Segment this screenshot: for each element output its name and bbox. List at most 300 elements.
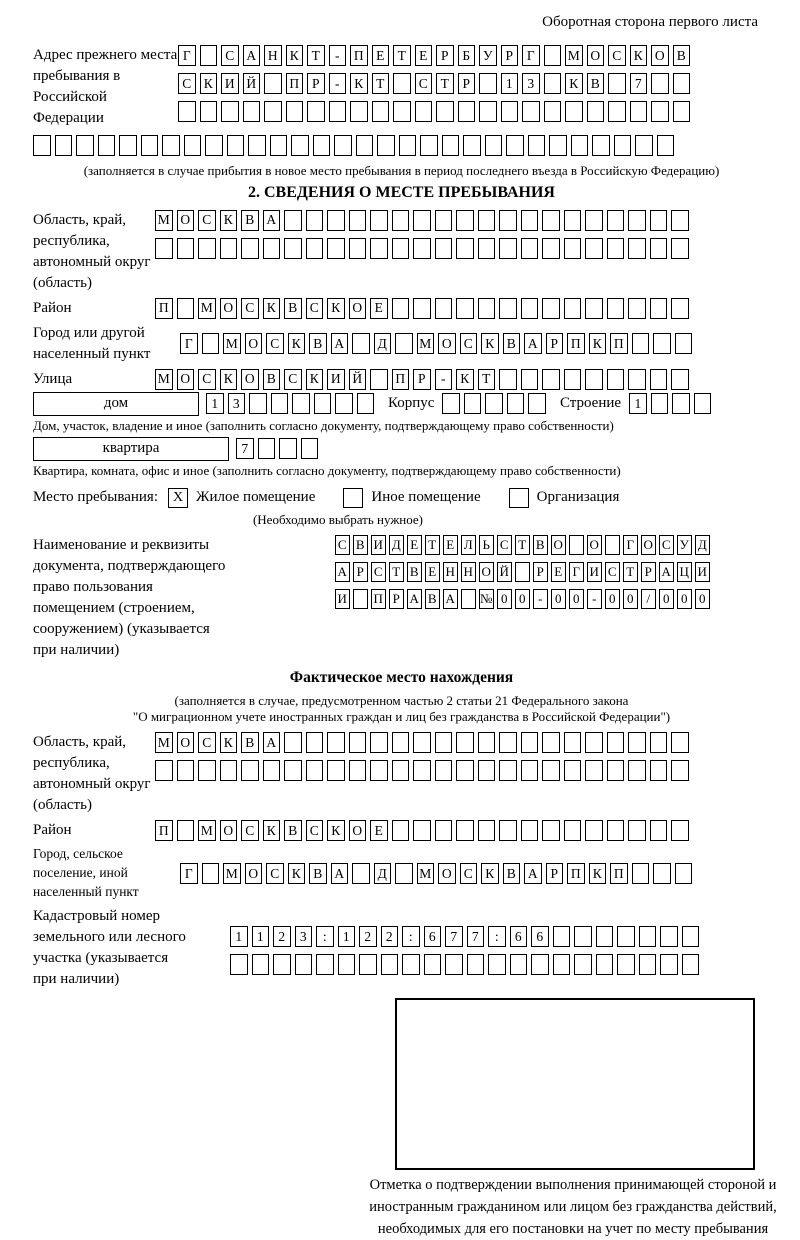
char-cell [456,732,474,753]
char-cell: К [350,73,368,94]
char-cell [585,369,603,390]
char-cell: Р [501,45,519,66]
char-cell [565,101,583,122]
char-cell: С [460,863,478,884]
char-cell [370,238,388,259]
char-cell: - [587,589,602,609]
stroenie-label: Строение [559,395,622,412]
char-cell [349,210,367,231]
char-cell [544,73,562,94]
char-cell [501,101,519,122]
char-cell: П [155,820,173,841]
char-cell: В [673,45,691,66]
char-cell [435,732,453,753]
char-cell [393,101,411,122]
actual-location-note-2: "О миграционном учете иностранных граждан и лиц без гражданства в Российской Федерации") [132,709,671,725]
char-cell [292,393,310,414]
char-cell: Д [389,535,404,555]
char-cell [651,393,669,414]
char-cell [564,210,582,231]
char-cell [263,760,281,781]
char-cell [607,760,625,781]
char-cell [456,298,474,319]
char-cell: К [456,369,474,390]
char-cell: В [263,369,281,390]
char-cell [456,210,474,231]
char-cell: 3 [522,73,540,94]
char-cell [653,333,671,354]
char-cell [499,238,517,259]
char-cell [291,135,309,156]
char-cell: 7 [467,926,485,947]
char-cell [531,954,549,975]
char-cell: П [392,369,410,390]
char-cell: М [198,298,216,319]
char-cell: Ц [677,562,692,582]
char-cell [521,210,539,231]
char-cell [353,589,368,609]
char-cell [542,820,560,841]
char-cell [585,820,603,841]
char-cell: О [177,732,195,753]
char-cell: В [241,210,259,231]
char-cell: Г [522,45,540,66]
char-cell [413,210,431,231]
char-cell: К [200,73,218,94]
char-cell: Т [307,45,325,66]
char-cell [682,926,700,947]
prev-address-row-1 [178,45,694,66]
char-cell: 0 [605,589,620,609]
char-cell: О [349,298,367,319]
char-cell [544,45,562,66]
char-cell [650,210,668,231]
char-cell: Б [458,45,476,66]
char-cell [682,954,700,975]
char-cell [660,926,678,947]
char-cell: В [533,535,548,555]
char-cell: М [223,863,241,884]
char-cell: Т [436,73,454,94]
char-cell [327,732,345,753]
char-cell: В [503,863,521,884]
char-cell [675,333,693,354]
char-cell [372,101,390,122]
char-cell [442,393,460,414]
char-cell [596,926,614,947]
apartment-note: Квартира, комната, офис и иное (заполнить согласно документу, подтверждающему право собственности) [33,462,621,478]
stay-type-row [33,488,770,508]
char-cell: К [481,863,499,884]
char-cell [608,101,626,122]
region-row-1 [155,210,693,231]
char-cell [273,954,291,975]
char-cell: О [245,333,263,354]
char-cell: М [417,333,435,354]
char-cell: - [435,369,453,390]
street-row [155,369,693,390]
char-cell: С [241,298,259,319]
street-label: Улица [33,370,73,387]
char-cell: П [155,298,173,319]
char-cell [542,369,560,390]
char-cell [413,238,431,259]
char-cell: С [306,820,324,841]
char-cell: № [479,589,494,609]
char-cell: А [243,45,261,66]
char-cell [76,135,94,156]
apartment-row [33,437,770,461]
char-cell [252,954,270,975]
actual-district-label: Район [33,822,72,839]
char-cell: С [266,333,284,354]
char-cell: И [587,562,602,582]
char-cell [478,760,496,781]
char-cell [198,238,216,259]
char-cell [542,210,560,231]
char-cell [313,135,331,156]
char-cell [413,760,431,781]
char-cell: Е [443,535,458,555]
char-cell: 0 [659,589,674,609]
char-cell: И [335,589,350,609]
char-cell [564,298,582,319]
char-cell: А [524,863,542,884]
char-cell [585,760,603,781]
char-cell [542,760,560,781]
char-cell: 7 [630,73,648,94]
document-row-2 [335,562,713,582]
apartment-box: квартира [33,437,229,461]
char-cell [119,135,137,156]
char-cell: В [284,820,302,841]
char-cell: С [306,298,324,319]
char-cell [98,135,116,156]
char-cell: В [353,535,368,555]
char-cell: В [407,562,422,582]
char-cell [607,238,625,259]
char-cell: П [610,863,628,884]
checkbox-other-premises [343,488,363,508]
char-cell [220,238,238,259]
char-cell [499,820,517,841]
char-cell [286,101,304,122]
char-cell [456,238,474,259]
char-cell: Т [515,535,530,555]
char-cell [694,393,712,414]
actual-city-row [180,863,696,884]
char-cell: К [630,45,648,66]
char-cell [393,73,411,94]
char-cell: / [641,589,656,609]
char-cell [456,760,474,781]
char-cell [574,926,592,947]
char-cell: 1 [338,926,356,947]
char-cell [415,101,433,122]
char-cell [607,732,625,753]
char-cell [544,101,562,122]
char-cell: 6 [510,926,528,947]
char-cell: М [223,333,241,354]
char-cell [395,333,413,354]
char-cell: Т [372,73,390,94]
char-cell [202,863,220,884]
char-cell [155,238,173,259]
char-cell: К [481,333,499,354]
char-cell [241,760,259,781]
char-cell [499,732,517,753]
option-other-premises-label: Иное помещение [371,489,481,506]
char-cell: У [479,45,497,66]
char-cell [306,210,324,231]
char-cell: 0 [515,589,530,609]
char-cell [478,820,496,841]
char-cell [521,369,539,390]
char-cell [479,73,497,94]
char-cell [349,732,367,753]
char-cell [671,298,689,319]
char-cell: К [286,45,304,66]
char-cell: О [587,535,602,555]
char-cell: В [425,589,440,609]
char-cell: К [565,73,583,94]
char-cell: А [659,562,674,582]
stroenie-cells [629,393,715,414]
char-cell [553,954,571,975]
char-cell [445,954,463,975]
char-cell [177,298,195,319]
char-cell [442,135,460,156]
char-cell: Г [178,45,196,66]
char-cell: Д [695,535,710,555]
char-cell: В [309,863,327,884]
char-cell [521,298,539,319]
char-cell [521,238,539,259]
char-cell: К [288,333,306,354]
char-cell [628,820,646,841]
char-cell: М [155,732,173,753]
char-cell: С [266,863,284,884]
city-row [180,333,696,354]
char-cell: К [306,369,324,390]
prev-address-row-4 [33,135,770,156]
char-cell [673,73,691,94]
char-cell [377,135,395,156]
char-cell [295,954,313,975]
char-cell: С [497,535,512,555]
char-cell: А [263,210,281,231]
char-cell: М [198,820,216,841]
char-cell: 0 [497,589,512,609]
char-cell [671,760,689,781]
char-cell [607,210,625,231]
char-cell: П [286,73,304,94]
section2-title: 2. СВЕДЕНИЯ О МЕСТЕ ПРЕБЫВАНИЯ [248,183,555,201]
char-cell: Н [461,562,476,582]
char-cell [352,863,370,884]
house-box: дом [33,392,199,416]
char-cell: О [220,820,238,841]
char-cell [651,101,669,122]
char-cell [284,760,302,781]
char-cell [607,298,625,319]
korpus-label: Корпус [388,395,435,412]
char-cell [402,954,420,975]
char-cell: Н [264,45,282,66]
actual-region-row-2 [155,760,693,781]
char-cell [639,954,657,975]
char-cell [569,535,584,555]
char-cell [499,760,517,781]
prev-address-row-3 [178,101,694,122]
char-cell: 1 [206,393,224,414]
char-cell: - [329,45,347,66]
char-cell [155,760,173,781]
char-cell [227,135,245,156]
char-cell [435,760,453,781]
char-cell: О [220,298,238,319]
char-cell: 0 [569,589,584,609]
char-cell [307,101,325,122]
char-cell [617,926,635,947]
char-cell [221,101,239,122]
char-cell: В [309,333,327,354]
char-cell [370,760,388,781]
char-cell [564,732,582,753]
document-row-1 [335,535,713,555]
char-cell: К [327,820,345,841]
char-cell: Д [374,333,392,354]
char-cell [507,393,525,414]
char-cell: С [371,562,386,582]
char-cell: К [288,863,306,884]
char-cell [435,210,453,231]
char-cell [420,135,438,156]
char-cell [485,393,503,414]
char-cell: 6 [424,926,442,947]
char-cell [359,954,377,975]
char-cell: Г [180,333,198,354]
char-cell [456,820,474,841]
char-cell [306,732,324,753]
char-cell: С [198,369,216,390]
house-number-cells [206,393,378,414]
char-cell: Р [307,73,325,94]
char-cell: Е [425,562,440,582]
char-cell [528,393,546,414]
char-cell: Т [393,45,411,66]
city-group [33,323,770,365]
char-cell [461,589,476,609]
char-cell [241,238,259,259]
char-cell [478,298,496,319]
char-cell [357,393,375,414]
char-cell [435,820,453,841]
char-cell [314,393,332,414]
char-cell [301,438,319,459]
char-cell [435,298,453,319]
actual-district-group [33,820,770,841]
char-cell: Р [389,589,404,609]
char-cell: 0 [551,589,566,609]
stamp-caption: Отметка о подтверждении выполнения принимающей стороной и иностранным гражданином или лицом без гражданства действий, необходимых для его постановки на учет по месту пребывания [369,1177,777,1237]
char-cell: В [587,73,605,94]
char-cell [392,298,410,319]
char-cell [177,238,195,259]
char-cell: П [371,589,386,609]
char-cell [306,238,324,259]
char-cell [392,820,410,841]
char-cell [258,438,276,459]
char-cell [329,101,347,122]
char-cell [650,820,668,841]
char-cell [542,298,560,319]
char-cell [657,135,675,156]
char-cell: В [503,333,521,354]
char-cell [628,210,646,231]
char-cell [653,863,671,884]
char-cell: С [241,820,259,841]
char-cell [671,238,689,259]
actual-region-group [33,732,770,816]
char-cell [617,954,635,975]
street-group [33,369,770,390]
cadastral-row-1 [230,926,703,947]
char-cell [632,863,650,884]
char-cell [284,238,302,259]
char-cell [650,760,668,781]
char-cell: Ь [479,535,494,555]
char-cell: 6 [531,926,549,947]
char-cell: О [241,369,259,390]
actual-district-row [155,820,693,841]
actual-city-label: Город, сельское поселение, иной населенный пункт [33,846,139,900]
stay-type-label: Место пребывания: [33,489,158,506]
char-cell: - [533,589,548,609]
char-cell: А [331,333,349,354]
char-cell [395,863,413,884]
char-cell: 2 [381,926,399,947]
char-cell: : [402,926,420,947]
char-cell [424,954,442,975]
char-cell: Р [353,562,368,582]
char-cell: Т [478,369,496,390]
char-cell [141,135,159,156]
document-row-3 [335,589,713,609]
actual-city-group [33,845,770,902]
char-cell: И [371,535,386,555]
char-cell: П [567,863,585,884]
char-cell: К [589,863,607,884]
char-cell [264,73,282,94]
char-cell [542,238,560,259]
char-cell: Е [407,535,422,555]
char-cell [628,760,646,781]
char-cell: : [316,926,334,947]
char-cell: С [605,562,620,582]
char-cell [55,135,73,156]
char-cell [585,210,603,231]
char-cell: Р [641,562,656,582]
char-cell [327,238,345,259]
char-cell [463,135,481,156]
char-cell [350,101,368,122]
char-cell [205,135,223,156]
char-cell [392,210,410,231]
char-cell [628,238,646,259]
char-cell: Р [413,369,431,390]
char-cell: О [641,535,656,555]
